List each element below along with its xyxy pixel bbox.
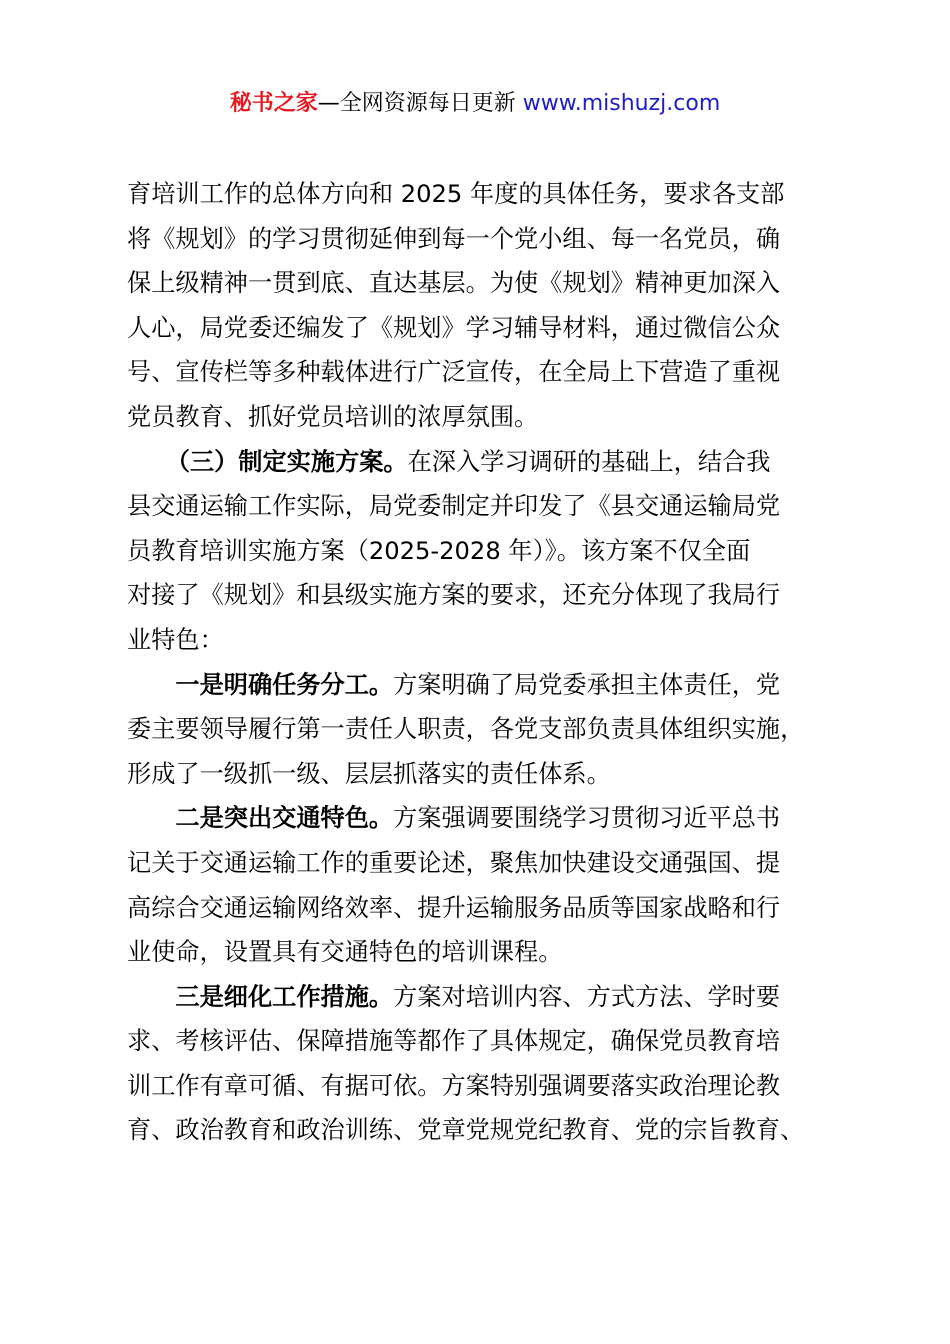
text-line — [127, 663, 830, 708]
paragraph-implementation-plan — [127, 440, 830, 663]
text-line: 对接了《规划》和县级实施方案的要求，还充分体现了我局行 — [127, 581, 781, 610]
text-line — [127, 440, 830, 485]
text-line: 形成了一级抓一级、层层抓落实的责任体系。 — [127, 759, 611, 788]
text-line: 育、政治教育和政治训练、党章党规党纪教育、党的宗旨教育、 — [127, 1116, 805, 1145]
text-run: 方案对培训内容、方式方法、学时要 — [393, 982, 781, 1011]
paragraph-task-division — [127, 663, 830, 797]
text-run: 在深入学习调研的基础上，结合我 — [407, 447, 771, 476]
text-line: 训工作有章可循、有据可依。方案特别强调要落实政治理论教 — [127, 1071, 781, 1100]
text-line: 业使命，设置具有交通特色的培训课程。 — [127, 938, 563, 967]
text-line: 委主要领导履行第一责任人职责，各党支部负责具体组织实施， — [127, 715, 805, 744]
point-heading: 二是突出交通特色。 — [175, 804, 394, 833]
paragraph-traffic-features — [127, 796, 830, 974]
text-line: 将《规划》的学习贯彻延伸到每一个党小组、每一名党员，确 — [127, 224, 781, 253]
point-heading: 三是细化工作措施。 — [175, 982, 394, 1011]
text-run: 方案强调要围绕学习贯彻习近平总书 — [393, 804, 781, 833]
text-line: 人心，局党委还编发了《规划》学习辅导材料，通过微信公众 — [127, 313, 781, 342]
document-body — [127, 172, 830, 1153]
section-heading: （三）制定实施方案。 — [165, 447, 408, 476]
text-line: 党员教育、抓好党员培训的浓厚氛围。 — [127, 402, 539, 431]
text-line: 县交通运输工作实际，局党委制定并印发了《县交通运输局党 — [127, 492, 781, 521]
point-heading: 一是明确任务分工。 — [175, 670, 394, 699]
paragraph-1 — [127, 172, 830, 440]
site-brand: 秘书之家 — [229, 91, 318, 116]
text-line: 员教育培训实施方案（2025-2028 年）》。该方案不仅全面 — [127, 536, 751, 565]
text-line — [127, 975, 830, 1020]
text-line: 号、宣传栏等多种载体进行广泛宣传，在全局上下营造了重视 — [127, 358, 781, 387]
site-header — [0, 86, 950, 122]
site-url-link[interactable]: www.mishuzj.com — [522, 91, 721, 116]
text-run: 方案明确了局党委承担主体责任，党 — [393, 670, 781, 699]
text-line: 求、考核评估、保障措施等都作了具体规定，确保党员教育培 — [127, 1027, 781, 1056]
text-line: 业特色： — [127, 625, 224, 654]
text-line: 记关于交通运输工作的重要论述，聚焦加快建设交通强国、提 — [127, 848, 781, 877]
text-line: 高综合交通运输网络效率、提升运输服务品质等国家战略和行 — [127, 893, 781, 922]
text-line — [127, 796, 830, 841]
paragraph-work-measures — [127, 975, 830, 1153]
text-line: 育培训工作的总体方向和 2025 年度的具体任务，要求各支部 — [127, 180, 785, 208]
site-tagline: —全网资源每日更新 — [317, 91, 523, 116]
text-line: 保上级精神一贯到底、直达基层。为使《规划》精神更加深入 — [127, 269, 781, 298]
